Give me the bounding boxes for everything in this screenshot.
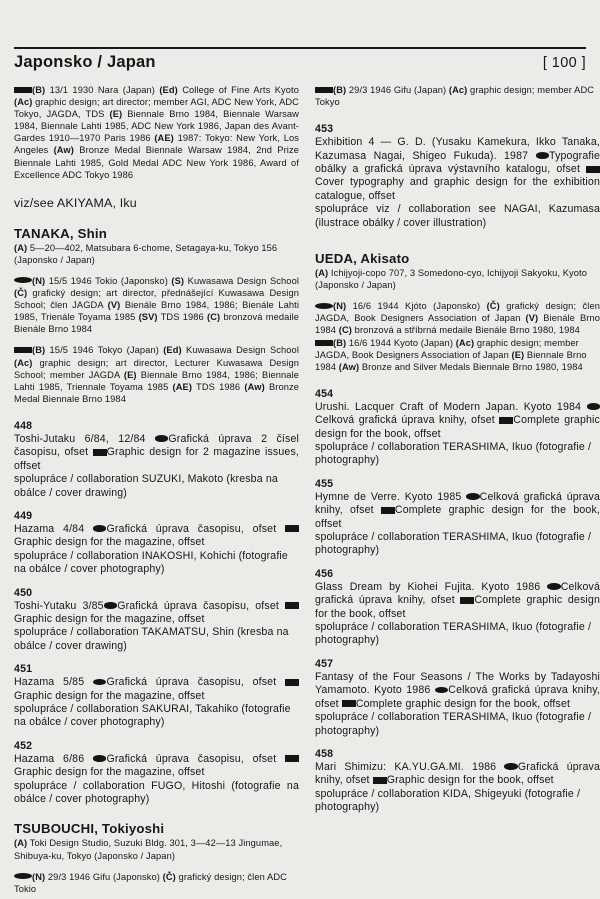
left-column [14, 84, 300, 894]
bio-text: (B) 29/3 1946 Gifu (Japan) (Ac) graphic design; member ADC Tokyo [315, 85, 595, 108]
bio-paragraph-czech [14, 275, 299, 335]
work-collaboration: spolupráce / collaboration SAKURAI, Takahiko (fotografie na obálce / cover photography) [14, 702, 291, 729]
work-desc-english: Graphic design for the magazine, offset [14, 612, 205, 625]
filled-circle-icon [93, 755, 107, 762]
filled-square-icon [373, 777, 387, 784]
header-rule [14, 47, 586, 49]
work-desc-czech: Celková grafická úprava knihy, ofset [315, 580, 600, 607]
work-desc-czech: Grafická úprava časopisu, ofset [106, 676, 277, 689]
filled-circle-icon [504, 763, 518, 770]
work-title: Toshi-Yutaku 3/85 [14, 599, 104, 612]
cross-reference: viz/see AKIYAMA, Iku [14, 195, 137, 210]
work-collaboration: spolupráce / collaboration TERASHIMA, Ikuo (fotografie / photography) [315, 711, 592, 737]
work-description [315, 401, 600, 441]
work-desc-english: Graphic design for the magazine, offset [14, 689, 205, 702]
bio-paragraph-english [14, 344, 299, 404]
work-title: Mari Shimizu: KA.YU.GA.MI. 1986 [315, 760, 497, 773]
bio-text: (N) 15/5 1946 Tokio (Japonsko) (S) Kuwasawa Design School (Č) grafický design; art director, přednášející Kuwasawa Design School; člen JAGDA (V) Bienále Brno 1984, 1986; Bienále Lahti 1985, Trienále Toyama 1985 (SV) TDS 1986 (C) bronzová medaile Bienále Brno 1984 [14, 275, 300, 335]
designer-address: (A) Toki Design Studio, Suzuki Bldg. 301, 3—42—13 Jingumae, Shibuya-ku, Tokyo (Japonsko / Japan) [14, 838, 283, 861]
work-title: Hymne de Verre. Kyoto 1985 [315, 490, 462, 503]
work-desc-english: Graphic design for the book, offset [386, 774, 554, 787]
filled-square-icon [342, 700, 356, 707]
bio-text: (B) 16/6 1944 Kyoto (Japan) (Ac) graphic design; member JAGDA, Book Designers Association of Japan (E) Biennale Brno 1984 (Aw) Bronze and Silver Medals Biennale Brno 1980, 1984 [315, 337, 587, 372]
filled-circle-icon [93, 679, 107, 686]
work-description [14, 753, 299, 780]
bio-text: (N) 16/6 1944 Kjóto (Japonsko) (Č) grafický design; člen JAGDA, Book Designers Association of Japan (V) Bienále Brno 1984 (C) bronzová a stříbrná medaile Bienále Brno 1980, 1984 [315, 301, 600, 336]
filled-circle-icon [536, 152, 550, 159]
filled-square-icon [14, 347, 32, 353]
filled-circle-icon [155, 435, 169, 442]
work-description [315, 671, 600, 711]
page-title: Japonsko / Japan [14, 53, 156, 71]
work-description [14, 433, 299, 473]
designer-address: (A) Ichijyoji-copo 707, 3 Somedono-cyo, Ichijyoji Sakyoku, Kyoto (Japonsko / Japan) [315, 268, 588, 291]
bio-paragraph-czech [14, 871, 299, 895]
work-desc-czech: Grafická úprava časopisu, ofset [106, 752, 277, 765]
work-collaboration: spolupráce / collaboration TERASHIMA, Ikuo (fotografie / photography) [315, 531, 592, 557]
work-desc-english: Graphic design for the magazine, offset [14, 536, 205, 549]
work-desc-czech: Celková grafická úprava knihy, ofset [315, 684, 600, 710]
work-desc-czech: Grafická úprava časopisu, ofset [117, 599, 279, 612]
work-description [315, 491, 600, 531]
filled-square-icon [285, 602, 299, 609]
work-desc-czech: Grafická úprava časopisu, ofset [106, 522, 277, 535]
running-head [14, 52, 586, 74]
designer-name-tsubouchi: TSUBOUCHI, Tokiyoshi [14, 821, 165, 837]
designer-address: (A) 5—20—402, Matsubara 6-chome, Setagaya-ku, Tokyo 156 (Japonsko / Japan) [14, 242, 278, 265]
work-collaboration: spolupráce / collaboration TERASHIMA, Ikuo (fotografie / photography) [315, 441, 592, 467]
work-desc-english: Complete graphic design for the book, offset [315, 504, 600, 530]
filled-square-icon [285, 525, 299, 532]
filled-circle-icon [104, 602, 118, 609]
work-desc-english: Complete graphic design for the book, offset [315, 594, 600, 620]
filled-square-icon [499, 417, 513, 424]
work-collaboration: spolupráce / collaboration FUGO, Hitoshi (fotografie na obálce / cover photography) [14, 779, 299, 805]
filled-circle-icon [435, 687, 449, 694]
work-title: Toshi-Jutaku 6/84, 12/84 [14, 432, 146, 445]
work-desc-english: Cover typography and graphic design for the exhibition catalogue, offset [315, 176, 600, 202]
work-collaboration: spolupráce viz / collaboration see NAGAI, Kazumasa (ilustrace obálky / cover illustration) [315, 203, 600, 229]
filled-circle-icon [93, 525, 107, 532]
work-title: Hazama 6/86 [14, 752, 85, 765]
work-number: 454 [315, 387, 334, 400]
bio-text: (B) 15/5 1946 Tokyo (Japan) (Ed) Kuwasawa Design School (Ac) graphic design; art director, Lecturer Kuwasawa Design School; member JAGDA (E) Biennale Brno 1984, 1986; Biennale Lahti 1985, Triennale Toyama 1985 (AE) TDS 1986 (Aw) Bronze Medal Biennale Brno 1984 [14, 345, 300, 404]
work-collaboration: spolupráce / collaboration TERASHIMA, Ikuo (fotografie / photography) [315, 621, 592, 647]
work-collaboration: spolupráce / collaboration SUZUKI, Makoto (kresba na obálce / cover drawing) [14, 473, 278, 499]
two-column-body [14, 84, 600, 894]
work-number: 458 [315, 747, 334, 760]
work-number: 455 [315, 477, 334, 490]
work-number: 457 [315, 657, 334, 670]
filled-circle-icon [587, 403, 600, 410]
filled-circle-icon [315, 303, 333, 309]
work-description [14, 600, 299, 627]
bio-paragraph-czech [315, 300, 600, 336]
bio-text: (N) 29/3 1946 Gifu (Japonsko) (Č) grafický design; člen ADC Tokio [14, 871, 287, 894]
filled-square-icon [285, 755, 299, 762]
work-description [315, 581, 600, 621]
work-number: 448 [14, 419, 33, 432]
filled-square-icon [586, 166, 600, 173]
work-desc-czech: Celková grafická úprava knihy, ofset [315, 490, 600, 517]
filled-square-icon [93, 449, 107, 456]
work-title: Fantasy of the Four Seasons / The Works by Tadayoshi Yamamoto. Kyoto 1986 [315, 670, 600, 697]
bio-paragraph-english [315, 84, 600, 108]
work-desc-english: Graphic design for 2 magazine issues, offset [14, 446, 299, 472]
work-desc-czech: Typografie obálky a grafická úprava výstavního katalogu, ofset [315, 149, 600, 175]
page-number: [ 100 ] [542, 55, 586, 71]
work-number: 449 [14, 509, 33, 522]
filled-square-icon [381, 507, 395, 514]
work-desc-english: Complete graphic design for the book, offset [355, 697, 571, 710]
work-title: Hazama 4/84 [14, 522, 85, 535]
filled-circle-icon [466, 493, 480, 500]
work-description [14, 676, 299, 703]
filled-square-icon [460, 597, 474, 604]
designer-name-tanaka: TANAKA, Shin [14, 225, 107, 241]
work-desc-english: Graphic design for the magazine, offset [14, 766, 205, 779]
bio-paragraph-english [315, 337, 600, 373]
bio-text: (B) 13/1 1930 Nara (Japan) (Ed) College of Fine Arts Kyoto (Ac) graphic design; art director; member AGI, ADC New York, ADC Tokyo, JAGDA, TDS (E) Biennale Brno 1984, Biennale Warsaw 1984, Biennale Lahti 1985, ADC New York 1986, Japan des Avant-Gardes 1910—1970 Paris 1986 (AE) 1987: Tokyo: New York, Los Angeles (Aw) Bronze Medal Biennale Warsaw 1984, 2nd Prize Biennale Lahti 1985, Gold Medal ADC New York 1986, Award of Excellence ADC Tokyo 1986 [14, 85, 299, 180]
work-desc-czech: Grafická úprava 2 čísel časopisu, ofset [14, 432, 299, 459]
filled-circle-icon [14, 873, 32, 879]
work-number: 456 [315, 567, 334, 580]
bio-paragraph-english [14, 84, 299, 181]
filled-square-icon [315, 87, 333, 93]
work-title: Urushi. Lacquer Craft of Modern Japan. Kyoto 1984 [315, 400, 582, 413]
work-number: 452 [14, 739, 33, 752]
work-title: Glass Dream by Kiohei Fujita. Kyoto 1986 [315, 580, 541, 593]
work-description [14, 523, 299, 550]
filled-square-icon [315, 340, 333, 346]
work-number: 451 [14, 663, 33, 676]
work-desc-english: Complete graphic design for the book, offset [315, 414, 600, 440]
work-number: 453 [315, 123, 334, 136]
filled-square-icon [285, 679, 299, 686]
work-title: Exhibition 4 — G. D. (Yusaku Kamekura, Ikko Tanaka, Kazumasa Nagai, Shigeo Fukuda). 1987 [315, 136, 600, 162]
work-collaboration: spolupráce / collaboration TAKAMATSU, Shin (kresba na obálce / cover drawing) [14, 626, 289, 652]
filled-circle-icon [14, 277, 32, 283]
designer-name-ueda: UEDA, Akisato [315, 251, 410, 267]
work-collaboration: spolupráce / collaboration INAKOSHI, Kohichi (fotografie na obálce / cover photography) [14, 549, 288, 576]
work-description [315, 761, 600, 788]
right-column [315, 84, 600, 889]
work-number: 450 [14, 586, 33, 599]
work-description [315, 136, 600, 203]
filled-square-icon [14, 87, 32, 93]
work-collaboration: spolupráce / collaboration KIDA, Shigeyuki (fotografie / photography) [315, 787, 581, 814]
work-desc-czech: Celková grafická úprava knihy, ofset [315, 414, 495, 427]
filled-circle-icon [547, 583, 561, 590]
work-desc-czech: Grafická úprava knihy, ofset [315, 760, 600, 787]
work-title: Hazama 5/85 [14, 676, 85, 689]
